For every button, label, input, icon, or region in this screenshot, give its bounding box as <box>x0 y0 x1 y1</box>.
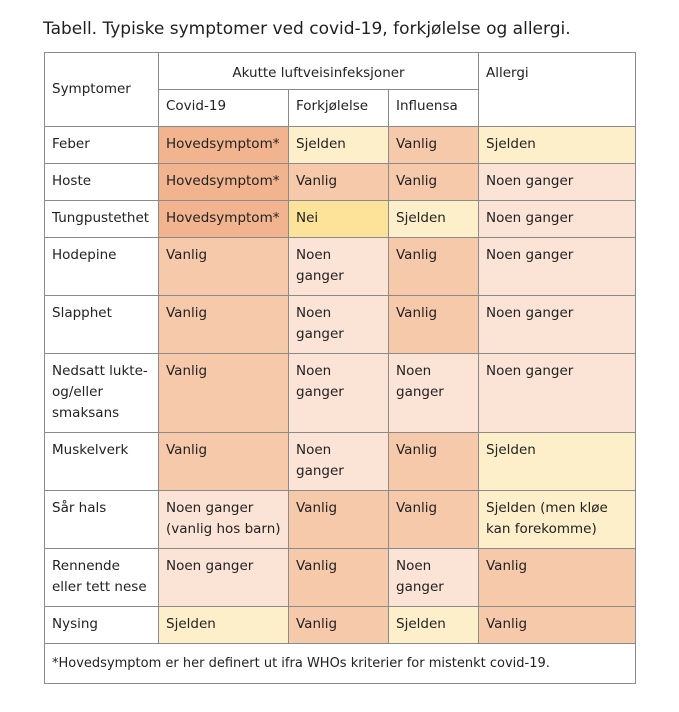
header-cold: Forkjølelse <box>289 90 389 127</box>
cell-influenza: Vanlig <box>389 296 479 354</box>
symptom-table <box>44 52 636 684</box>
table-row <box>45 549 636 607</box>
cell-allergy: Sjelden <box>479 127 636 164</box>
cell-cold: Noen ganger <box>289 238 389 296</box>
symptom-label: Muskelverk <box>45 433 159 491</box>
cell-influenza: Vanlig <box>389 433 479 491</box>
symptom-label: Feber <box>45 127 159 164</box>
cell-influenza: Vanlig <box>389 491 479 549</box>
header-covid: Covid-19 <box>159 90 289 127</box>
header-influenza: Influensa <box>389 90 479 127</box>
cell-cold: Vanlig <box>289 549 389 607</box>
cell-covid: Noen ganger (vanlig hos barn) <box>159 491 289 549</box>
cell-cold: Vanlig <box>289 607 389 644</box>
table-row <box>45 164 636 201</box>
cell-influenza: Vanlig <box>389 238 479 296</box>
symptom-label: Hodepine <box>45 238 159 296</box>
table-row <box>45 433 636 491</box>
cell-influenza: Sjelden <box>389 201 479 238</box>
cell-allergy: Noen ganger <box>479 201 636 238</box>
table-row <box>45 201 636 238</box>
cell-cold: Nei <box>289 201 389 238</box>
symptom-label: Rennende eller tett nese <box>45 549 159 607</box>
cell-allergy: Vanlig <box>479 549 636 607</box>
table-row <box>45 238 636 296</box>
table-title: Tabell. Typiske symptomer ved covid-19, forkjølelse og allergi. <box>43 19 571 39</box>
symptom-label: Nedsatt lukte- og/eller smaksans <box>45 354 159 433</box>
cell-cold: Noen ganger <box>289 296 389 354</box>
cell-covid: Vanlig <box>159 296 289 354</box>
symptom-label: Tungpustethet <box>45 201 159 238</box>
cell-covid: Hovedsymptom* <box>159 164 289 201</box>
cell-influenza: Noen ganger <box>389 549 479 607</box>
cell-cold: Vanlig <box>289 491 389 549</box>
cell-covid: Vanlig <box>159 433 289 491</box>
header-acute-infections: Akutte luftveisinfeksjoner <box>159 53 479 90</box>
cell-influenza: Sjelden <box>389 607 479 644</box>
cell-cold: Noen ganger <box>289 433 389 491</box>
table-row <box>45 127 636 164</box>
cell-influenza: Vanlig <box>389 127 479 164</box>
symptom-label: Nysing <box>45 607 159 644</box>
symptom-label: Hoste <box>45 164 159 201</box>
cell-covid: Hovedsymptom* <box>159 201 289 238</box>
symptom-label: Slapphet <box>45 296 159 354</box>
symptom-label: Sår hals <box>45 491 159 549</box>
cell-allergy: Vanlig <box>479 607 636 644</box>
footnote: *Hovedsymptom er her definert ut ifra WHOs kriterier for mistenkt covid-19. <box>45 644 636 684</box>
table-row <box>45 607 636 644</box>
cell-covid: Noen ganger <box>159 549 289 607</box>
cell-covid: Vanlig <box>159 238 289 296</box>
cell-covid: Sjelden <box>159 607 289 644</box>
cell-covid: Vanlig <box>159 354 289 433</box>
cell-allergy: Noen ganger <box>479 296 636 354</box>
cell-cold: Vanlig <box>289 164 389 201</box>
header-symptoms: Symptomer <box>45 53 159 127</box>
header-allergy: Allergi <box>479 53 636 127</box>
cell-allergy: Noen ganger <box>479 238 636 296</box>
table-row <box>45 296 636 354</box>
cell-covid: Hovedsymptom* <box>159 127 289 164</box>
cell-allergy: Noen ganger <box>479 164 636 201</box>
cell-cold: Sjelden <box>289 127 389 164</box>
cell-influenza: Noen ganger <box>389 354 479 433</box>
table-row <box>45 354 636 433</box>
cell-allergy: Noen ganger <box>479 354 636 433</box>
cell-allergy: Sjelden (men kløe kan forekomme) <box>479 491 636 549</box>
table-row <box>45 491 636 549</box>
cell-cold: Noen ganger <box>289 354 389 433</box>
cell-influenza: Vanlig <box>389 164 479 201</box>
cell-allergy: Sjelden <box>479 433 636 491</box>
